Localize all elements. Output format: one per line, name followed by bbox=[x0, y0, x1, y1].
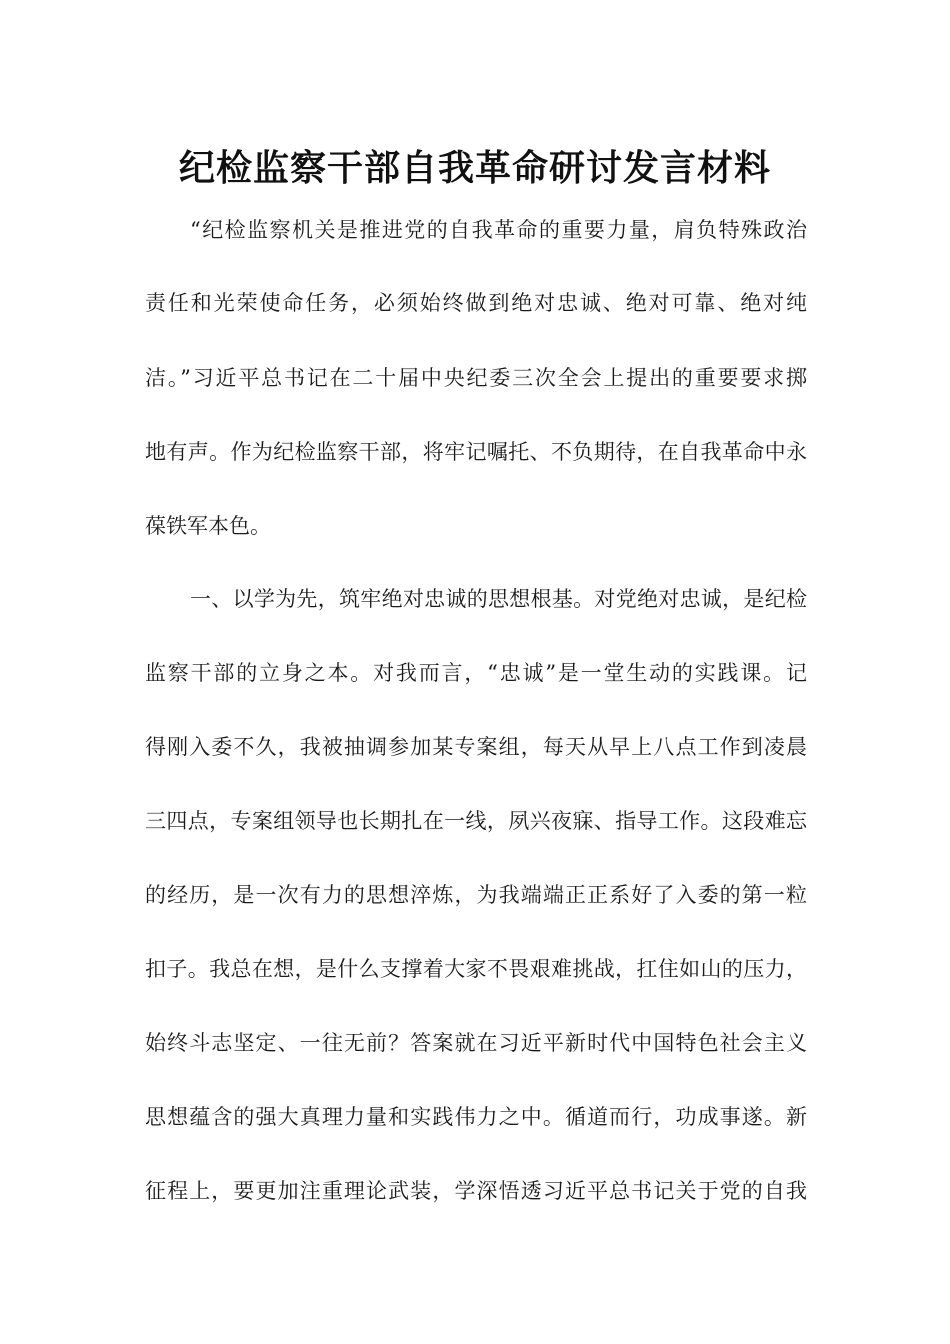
paragraph-line: 洁。”习近平总书记在二十届中央纪委三次全会上提出的重要要求掷 bbox=[145, 366, 807, 390]
paragraph-line: 葆铁军本色。 bbox=[145, 514, 271, 538]
paragraph-line: 的经历，是一次有力的思想淬炼，为我端端正正系好了入委的第一粒 bbox=[145, 883, 807, 907]
paragraph-line: 征程上，要更加注重理论武装，学深悟透习近平总书记关于党的自我 bbox=[145, 1179, 807, 1203]
document-title: 纪检监察干部自我革命研讨发言材料 bbox=[178, 147, 771, 189]
paragraph-line: 监察干部的立身之本。对我而言，“忠诚”是一堂生动的实践课。记 bbox=[145, 661, 807, 685]
paragraph-line: 思想蕴含的强大真理力量和实践伟力之中。循道而行，功成事遂。新 bbox=[145, 1105, 807, 1129]
paragraph-line: 一、以学为先，筑牢绝对忠诚的思想根基。对党绝对忠诚，是纪检 bbox=[190, 587, 807, 611]
paragraph-line: “纪检监察机关是推进党的自我革命的重要力量，肩负特殊政治 bbox=[190, 218, 807, 242]
paragraph-line: 责任和光荣使命任务，必须始终做到绝对忠诚、绝对可靠、绝对纯 bbox=[145, 291, 807, 315]
paragraph-line: 扣子。我总在想，是什么支撑着大家不畏艰难挑战，扛住如山的压力， bbox=[145, 957, 807, 981]
paragraph-line: 三四点，专案组领导也长期扎在一线，夙兴夜寐、指导工作。这段难忘 bbox=[145, 809, 807, 833]
paragraph-line: 始终斗志坚定、一往无前？答案就在习近平新时代中国特色社会主义 bbox=[145, 1031, 807, 1055]
paragraph-line: 地有声。作为纪检监察干部，将牢记嘱托、不负期待，在自我革命中永 bbox=[145, 440, 807, 464]
paragraph-line: 得刚入委不久，我被抽调参加某专案组，每天从早上八点工作到凌晨 bbox=[145, 735, 807, 759]
